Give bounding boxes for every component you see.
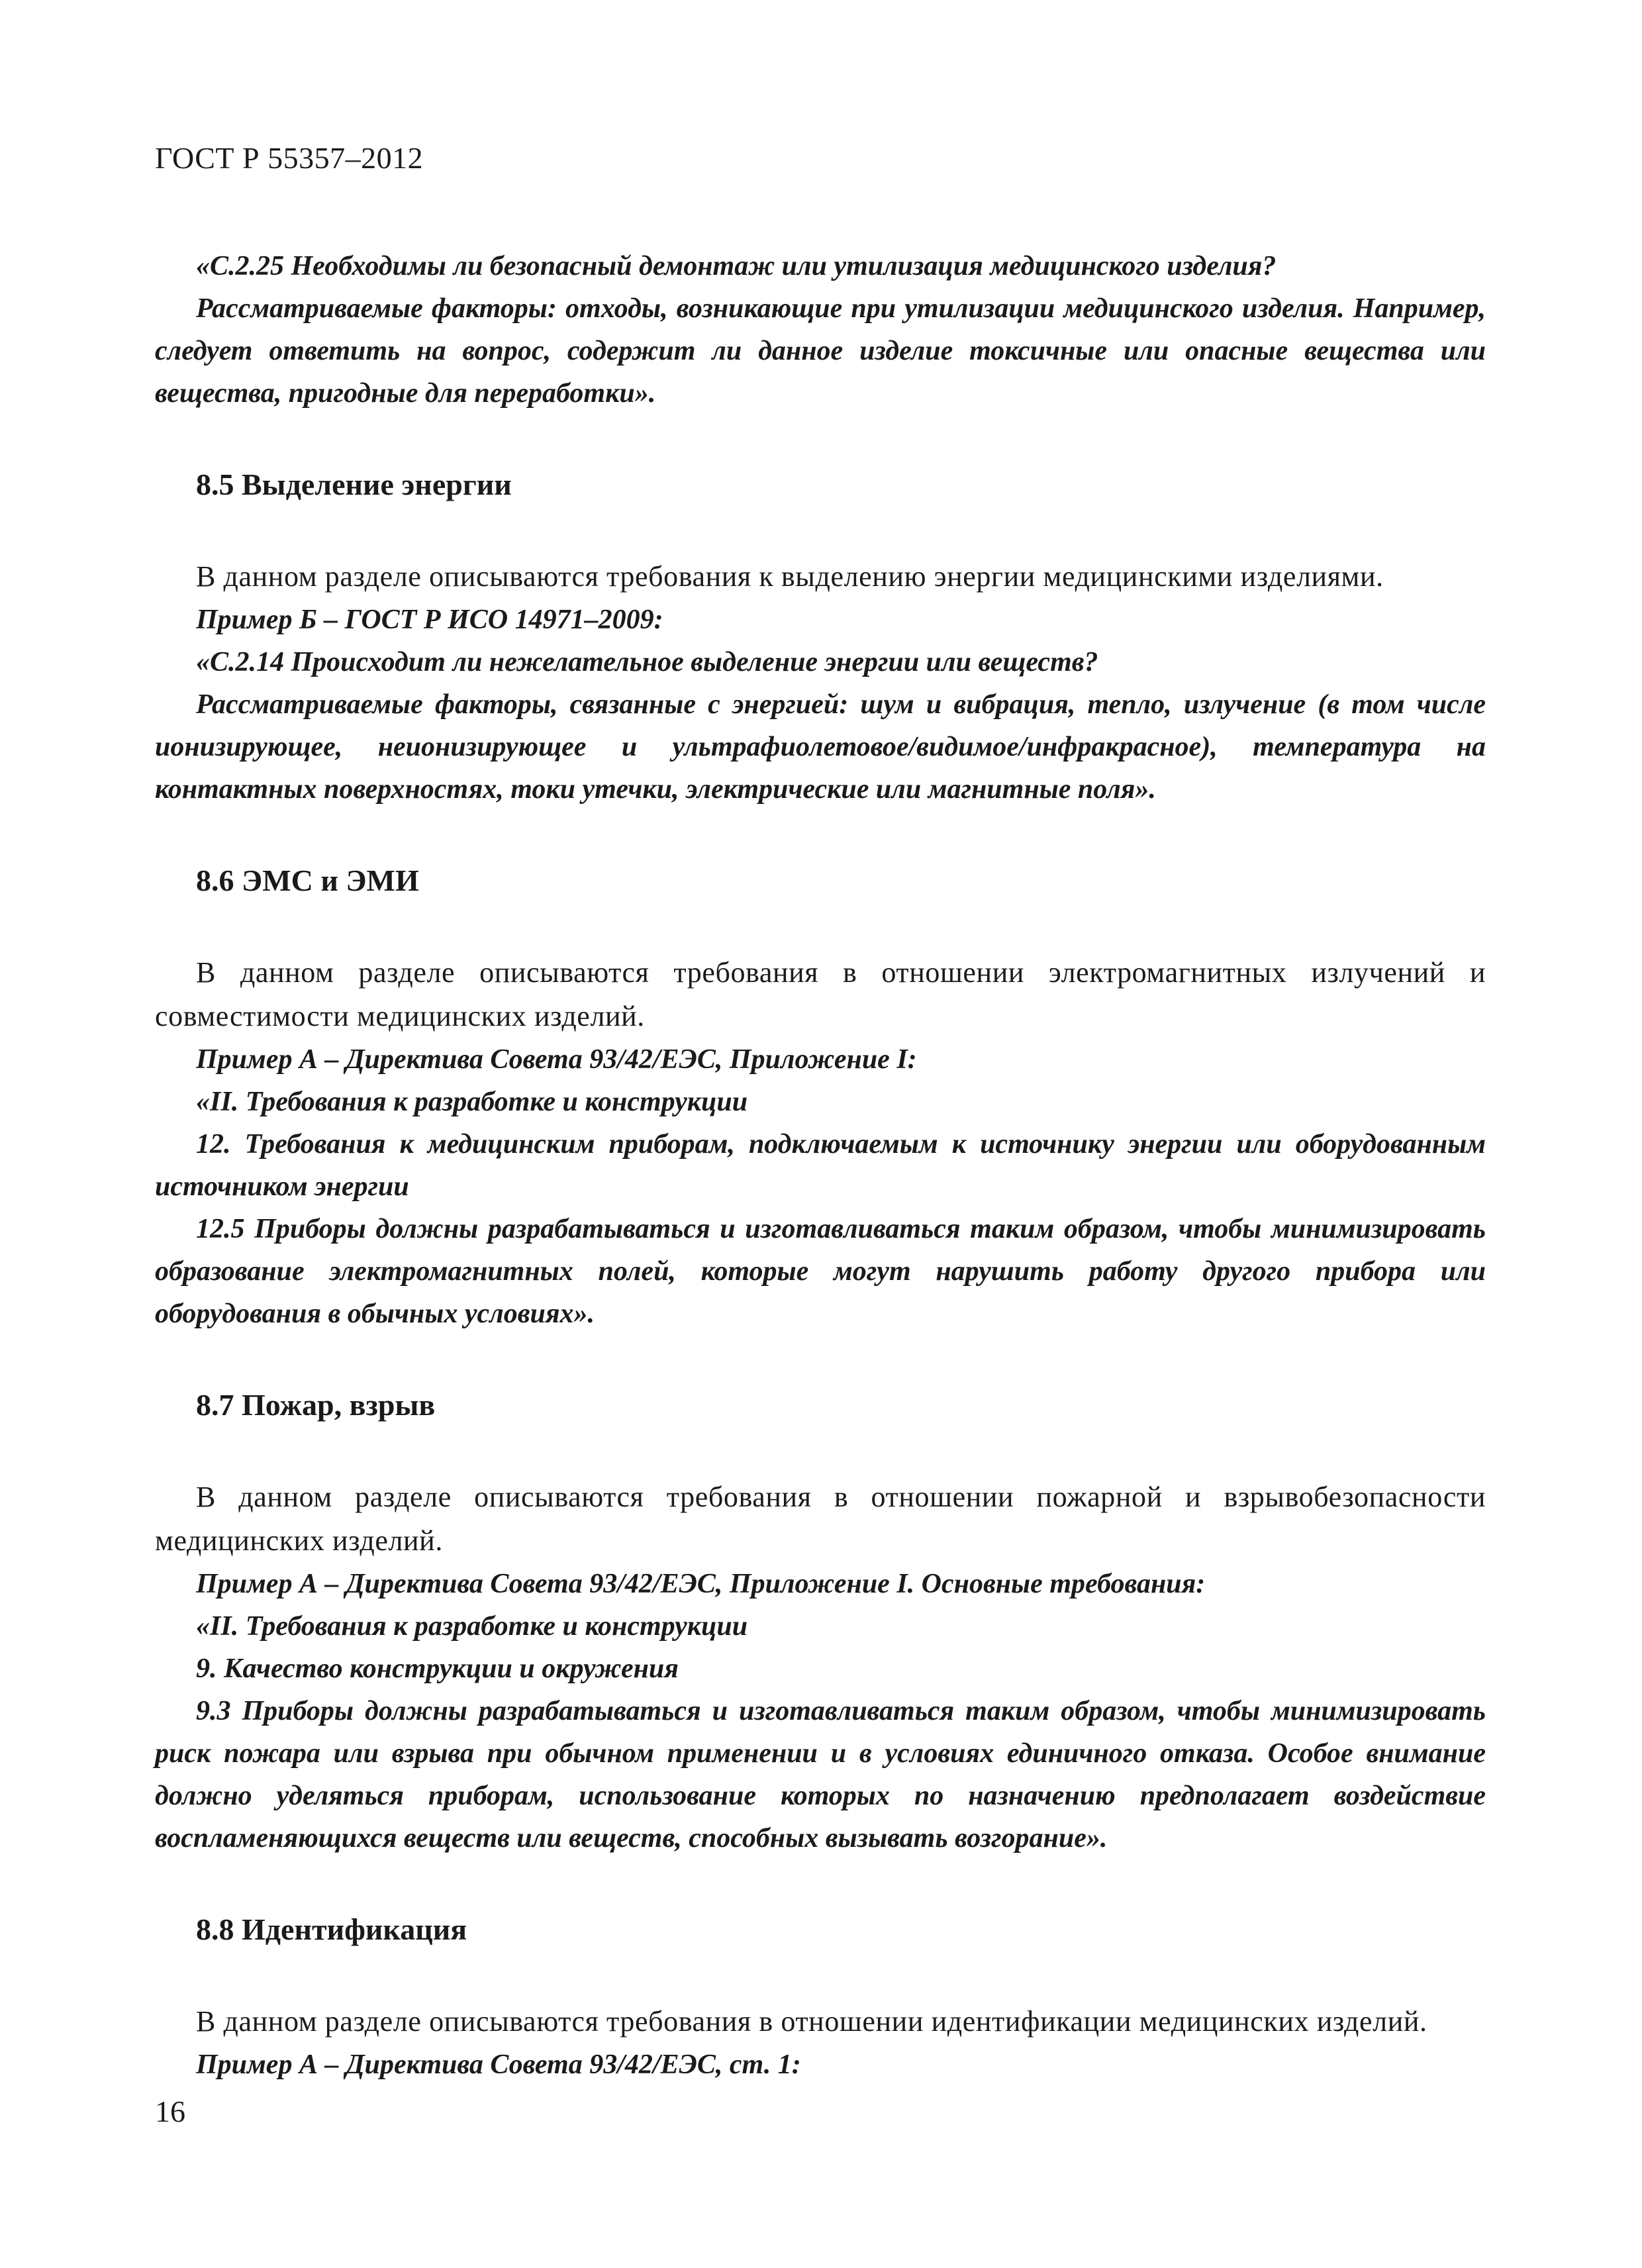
section-8-5-example-ref: Пример Б – ГОСТ Р ИСО 14971–2009: [196,605,663,635]
section-8-7-title: 8.7 Пожар, взрыв [196,1388,436,1422]
section-8-6-example-clause: 12. Требования к медицинским приборам, подключаемым к источнику энергии или оборудованным источником энергии [155,1129,1486,1202]
intro-factors: Рассматриваемые факторы: отходы, возникающие при утилизации медицинского изделия. Например, следует ответить на вопрос, содержит ли данное изделие токсичные или опасные вещества или вещества, пригодные для переработки». [155,293,1486,409]
section-8-5-title: 8.5 Выделение энергии [196,468,512,501]
section-8-7-example-part: «II. Требования к разработке и конструкции [196,1611,748,1642]
section-8-5-text: В данном разделе описываются требования к выделению энергии медицинскими изделиями. [196,560,1384,593]
section-8-6-title: 8.6 ЭМС и ЭМИ [196,863,419,897]
section-8-8-example-ref: Пример А – Директива Совета 93/42/ЕЭС, ст. 1: [196,2049,801,2080]
section-8-6-example-part: «II. Требования к разработке и конструкции [196,1087,748,1117]
section-8-8-title: 8.8 Идентификация [196,1912,467,1946]
page-content [155,245,1486,2086]
section-8-8-text: В данном разделе описываются требования в отношении идентификации медицинских изделий. [196,2005,1427,2038]
section-8-7-text: В данном разделе описываются требования в отношении пожарной и взрывобезопасности медицинских изделий. [155,1481,1486,1557]
section-8-7-example-ref: Пример А – Директива Совета 93/42/ЕЭС, Приложение I. Основные требования: [196,1569,1206,1599]
section-8-5-example-factors: Рассматриваемые факторы, связанные с энергией: шум и вибрация, тепло, излучение (в том числе ионизирующее, неионизирующее и ультрафиолетовое/видимое/инфракрасное), температура на контактных поверхностях, токи утечки, электрические или магнитные поля». [155,689,1486,805]
section-8-6-example-ref: Пример А – Директива Совета 93/42/ЕЭС, Приложение I: [196,1044,917,1075]
section-8-6-text: В данном разделе описываются требования в отношении электромагнитных излучений и совместимости медицинских изделий. [155,956,1486,1032]
section-8-5-example-question: «С.2.14 Происходит ли нежелательное выделение энергии или веществ? [196,647,1098,677]
section-8-7-example-subclause: 9.3 Приборы должны разрабатываться и изготавливаться таким образом, чтобы минимизировать риск пожара или взрыва при обычном применении и в условиях единичного отказа. Особое внимание должно уделяться приборам, использование которых по назначению предполагает воздействие воспламеняющихся веществ или веществ, способных вызывать возгорание». [155,1696,1486,1853]
document-header: ГОСТ Р 55357–2012 [155,141,424,175]
intro-question: «С.2.25 Необходимы ли безопасный демонтаж или утилизация медицинского изделия? [196,251,1277,281]
section-8-7-example-clause: 9. Качество конструкции и окружения [196,1653,679,1684]
section-8-6-example-subclause: 12.5 Приборы должны разрабатываться и изготавливаться таким образом, чтобы минимизировать образование электромагнитных полей, которые могут нарушить работу другого прибора или оборудования в обычных условиях». [155,1214,1486,1329]
page-number: 16 [155,2095,185,2128]
